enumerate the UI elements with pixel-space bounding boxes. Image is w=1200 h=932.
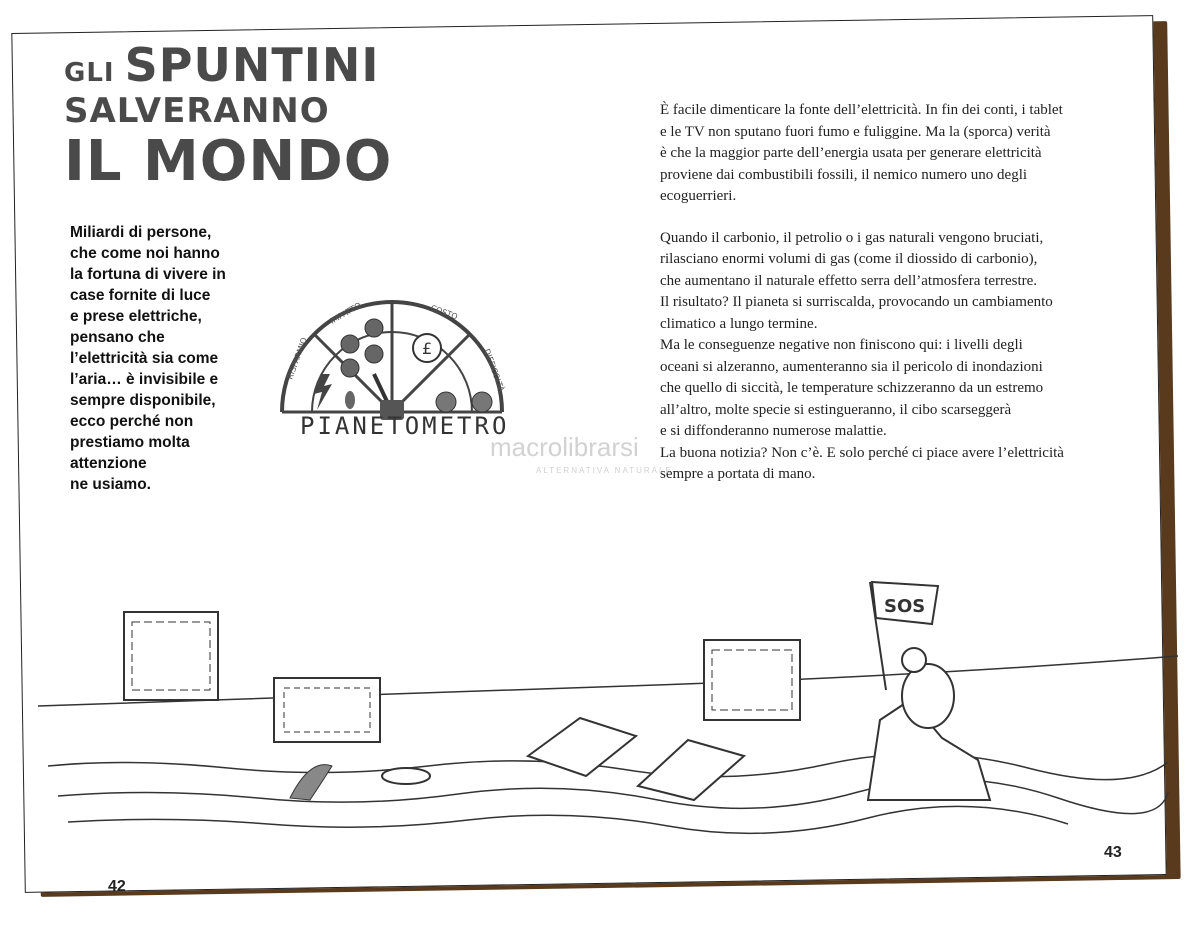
lightning-footprint-icon	[314, 374, 355, 410]
body-text	[660, 100, 1100, 506]
flood-illustration	[28, 560, 1178, 850]
segment-label-difficolta: DIFFICOLTÀ	[482, 347, 506, 394]
sweating-face-icon	[436, 392, 492, 412]
svg-text:£: £	[422, 339, 433, 358]
page-title	[64, 38, 393, 194]
office-building-center	[274, 678, 380, 742]
title-word-spuntini: SPUNTINI	[124, 38, 380, 92]
watermark-subtitle: ALTERNATIVA NATURALE	[536, 466, 673, 475]
sunken-roof-2	[638, 740, 744, 800]
pound-coin-icon	[413, 334, 441, 362]
body-paragraph-2: Quando il carbonio, il petrolio o i gas naturali vengono bruciati, rilasciano enormi volumi di gas (come il diossido di carbonio), che aumentano il naturale effetto serra dell’atmosfera terrestre. Il risultato? Il pianeta si surriscalda, provocando un cambiamento climatico a lungo termine. Ma le conseguenze negative non finiscono qui: i livelli degli oceani si alzeranno, aumenteranno sia il pericolo di inondazioni che quello di siccità, le temperature schizzeranno da un estremo all’altro, molte specie si estingueranno, il cibo scarseggerà e si diffonderanno numerose malattie. La buona notizia? Non c’è. E solo perché ci piace avere l’elettricità sempre a portata di mano.	[660, 229, 1064, 482]
page-number-right: 43	[1104, 844, 1122, 861]
dolphin-icon	[290, 765, 332, 800]
lead-paragraph: Miliardi di persone, che come noi hanno la fortuna di vivere in case fornite di luce e prese elettriche, pensano che l’elettricità sia come l’aria… è invisibile e sempre disponibile, ecco perché non prestiamo molta attenzione ne usiamo.	[70, 224, 226, 493]
block-building-right	[704, 640, 800, 720]
segment-label-costo: COSTO	[429, 303, 459, 322]
title-line-salveranno: SALVERANNO	[64, 91, 330, 131]
globe-icon	[341, 319, 383, 377]
title-line-il-mondo: IL MONDO	[64, 129, 393, 194]
page-number-left: 42	[108, 878, 126, 895]
segment-label-impatto: IMPATTO	[328, 300, 363, 326]
title-word-gli: GLI	[64, 58, 115, 88]
gauge-label: PIANETOMETRO	[300, 412, 510, 440]
body-paragraph-1: È facile dimenticare la fonte dell’elettricità. In fin dei conti, i tablet e le TV non sputano fuori fumo e fuliggine. Ma la (sporca) verità è che la maggior parte dell’energia usata per generare elettricità proviene dai combustibili fossili, il nemico numero uno degli ecoguerrieri.	[660, 102, 1063, 204]
sunken-roof-1	[528, 718, 636, 776]
polar-bear-icon	[902, 648, 954, 728]
float-ring-person-icon	[382, 768, 430, 784]
segment-label-risparmio: RISPARMIO	[285, 336, 309, 381]
watermark-logo: macrolibrarsi	[490, 432, 639, 462]
sos-flag-text: SOS	[884, 596, 926, 617]
tower-building-left	[124, 612, 218, 700]
wave-line-3	[68, 806, 1068, 833]
